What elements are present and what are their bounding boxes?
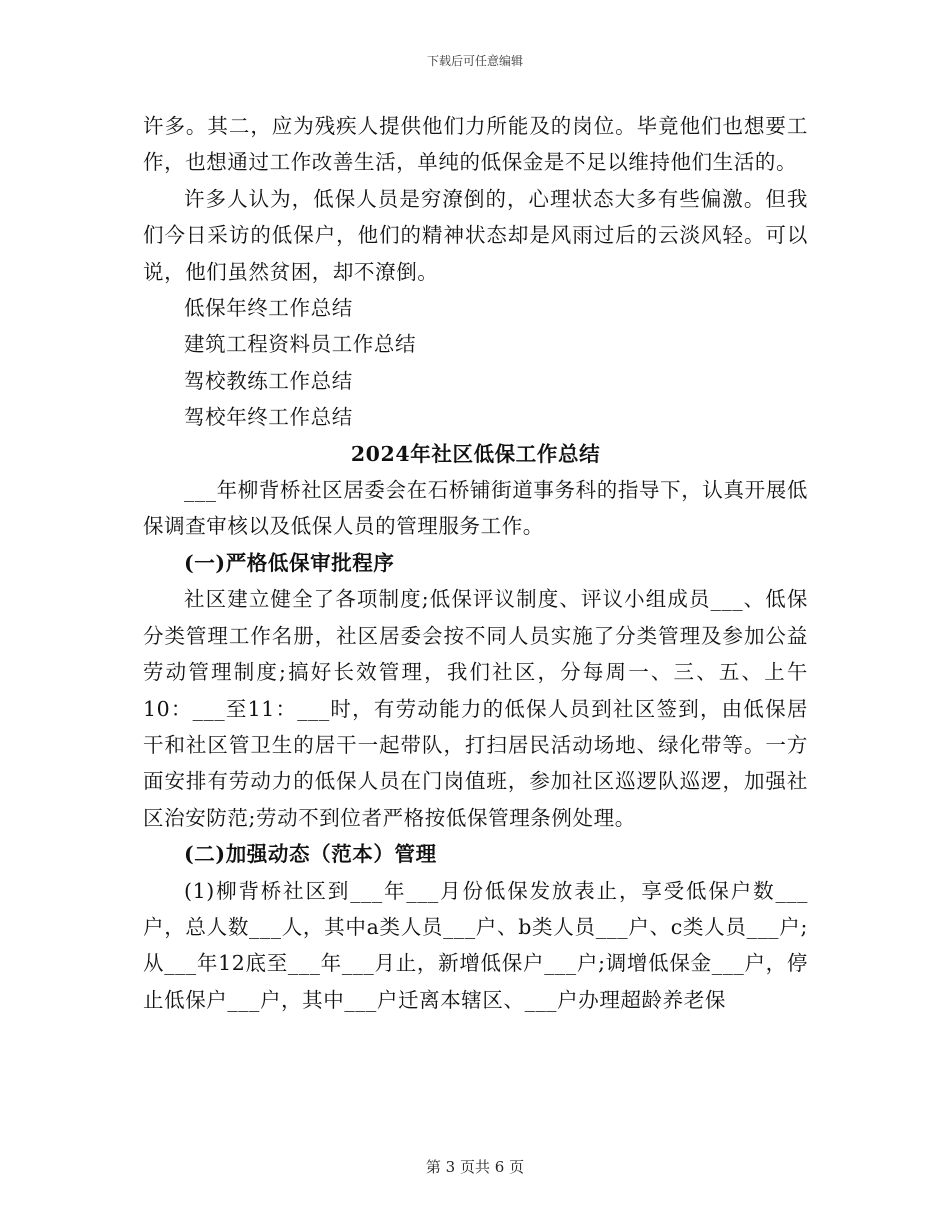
related-link: 建筑工程资料员工作总结	[184, 332, 417, 357]
related-link: 低保年终工作总结	[184, 296, 353, 321]
page-header: 下载后可任意编辑	[426, 54, 523, 68]
section-heading: (一)严格低保审批程序	[184, 550, 395, 575]
paragraph: (1)柳背桥社区到___年___月份低保发放表止，享受低保户数___户，总人数___人，其中a类人员___户、b类人员___户、c类人员___户;从___年12底至___年___月止，新增低保户___户;调增低保金___户，停止低保户___户，其中___户迁离本辖区、___户办理超龄养老保	[143, 878, 808, 1012]
paragraph: 社区建立健全了各项制度;低保评议制度、评议小组成员___、低保分类管理工作名册，社区居委会按不同人员实施了分类管理及参加公益劳动管理制度;搞好长效管理，我们社区，分每周一、三、五、上午10：___至11：___时，有劳动能力的低保人员到社区签到，由低保居干和社区管卫生的居干一起带队，打扫居民活动场地、绿化带等。一方面安排有劳动力的低保人员在门岗值班，参加社区巡逻队巡逻，加强社区治安防范;劳动不到位者严格按低保管理条例处理。	[143, 587, 808, 830]
paragraph: ___年柳背桥社区居委会在石桥铺街道事务科的指导下，认真开展低保调查审核以及低保人员的管理服务工作。	[143, 478, 808, 539]
paragraph-continuation: 许多。其二，应为残疾人提供他们力所能及的岗位。毕竟他们也想要工作，也想通过工作改善生活，单纯的低保金是不足以维持他们生活的。	[143, 114, 808, 175]
page-footer: 第 3 页共 6 页	[425, 1158, 525, 1176]
related-link: 驾校年终工作总结	[184, 405, 353, 430]
document-body	[143, 108, 808, 1018]
section-heading: (二)加强动态（范本）管理	[184, 842, 437, 867]
document-title: 2024年社区低保工作总结	[350, 441, 601, 466]
related-link: 驾校教练工作总结	[184, 368, 353, 393]
paragraph: 许多人认为，低保人员是穷潦倒的，心理状态大多有些偏激。但我们今日采访的低保户，他们的精神状态却是风雨过后的云淡风轻。可以说，他们虽然贫困，却不潦倒。	[143, 186, 808, 284]
